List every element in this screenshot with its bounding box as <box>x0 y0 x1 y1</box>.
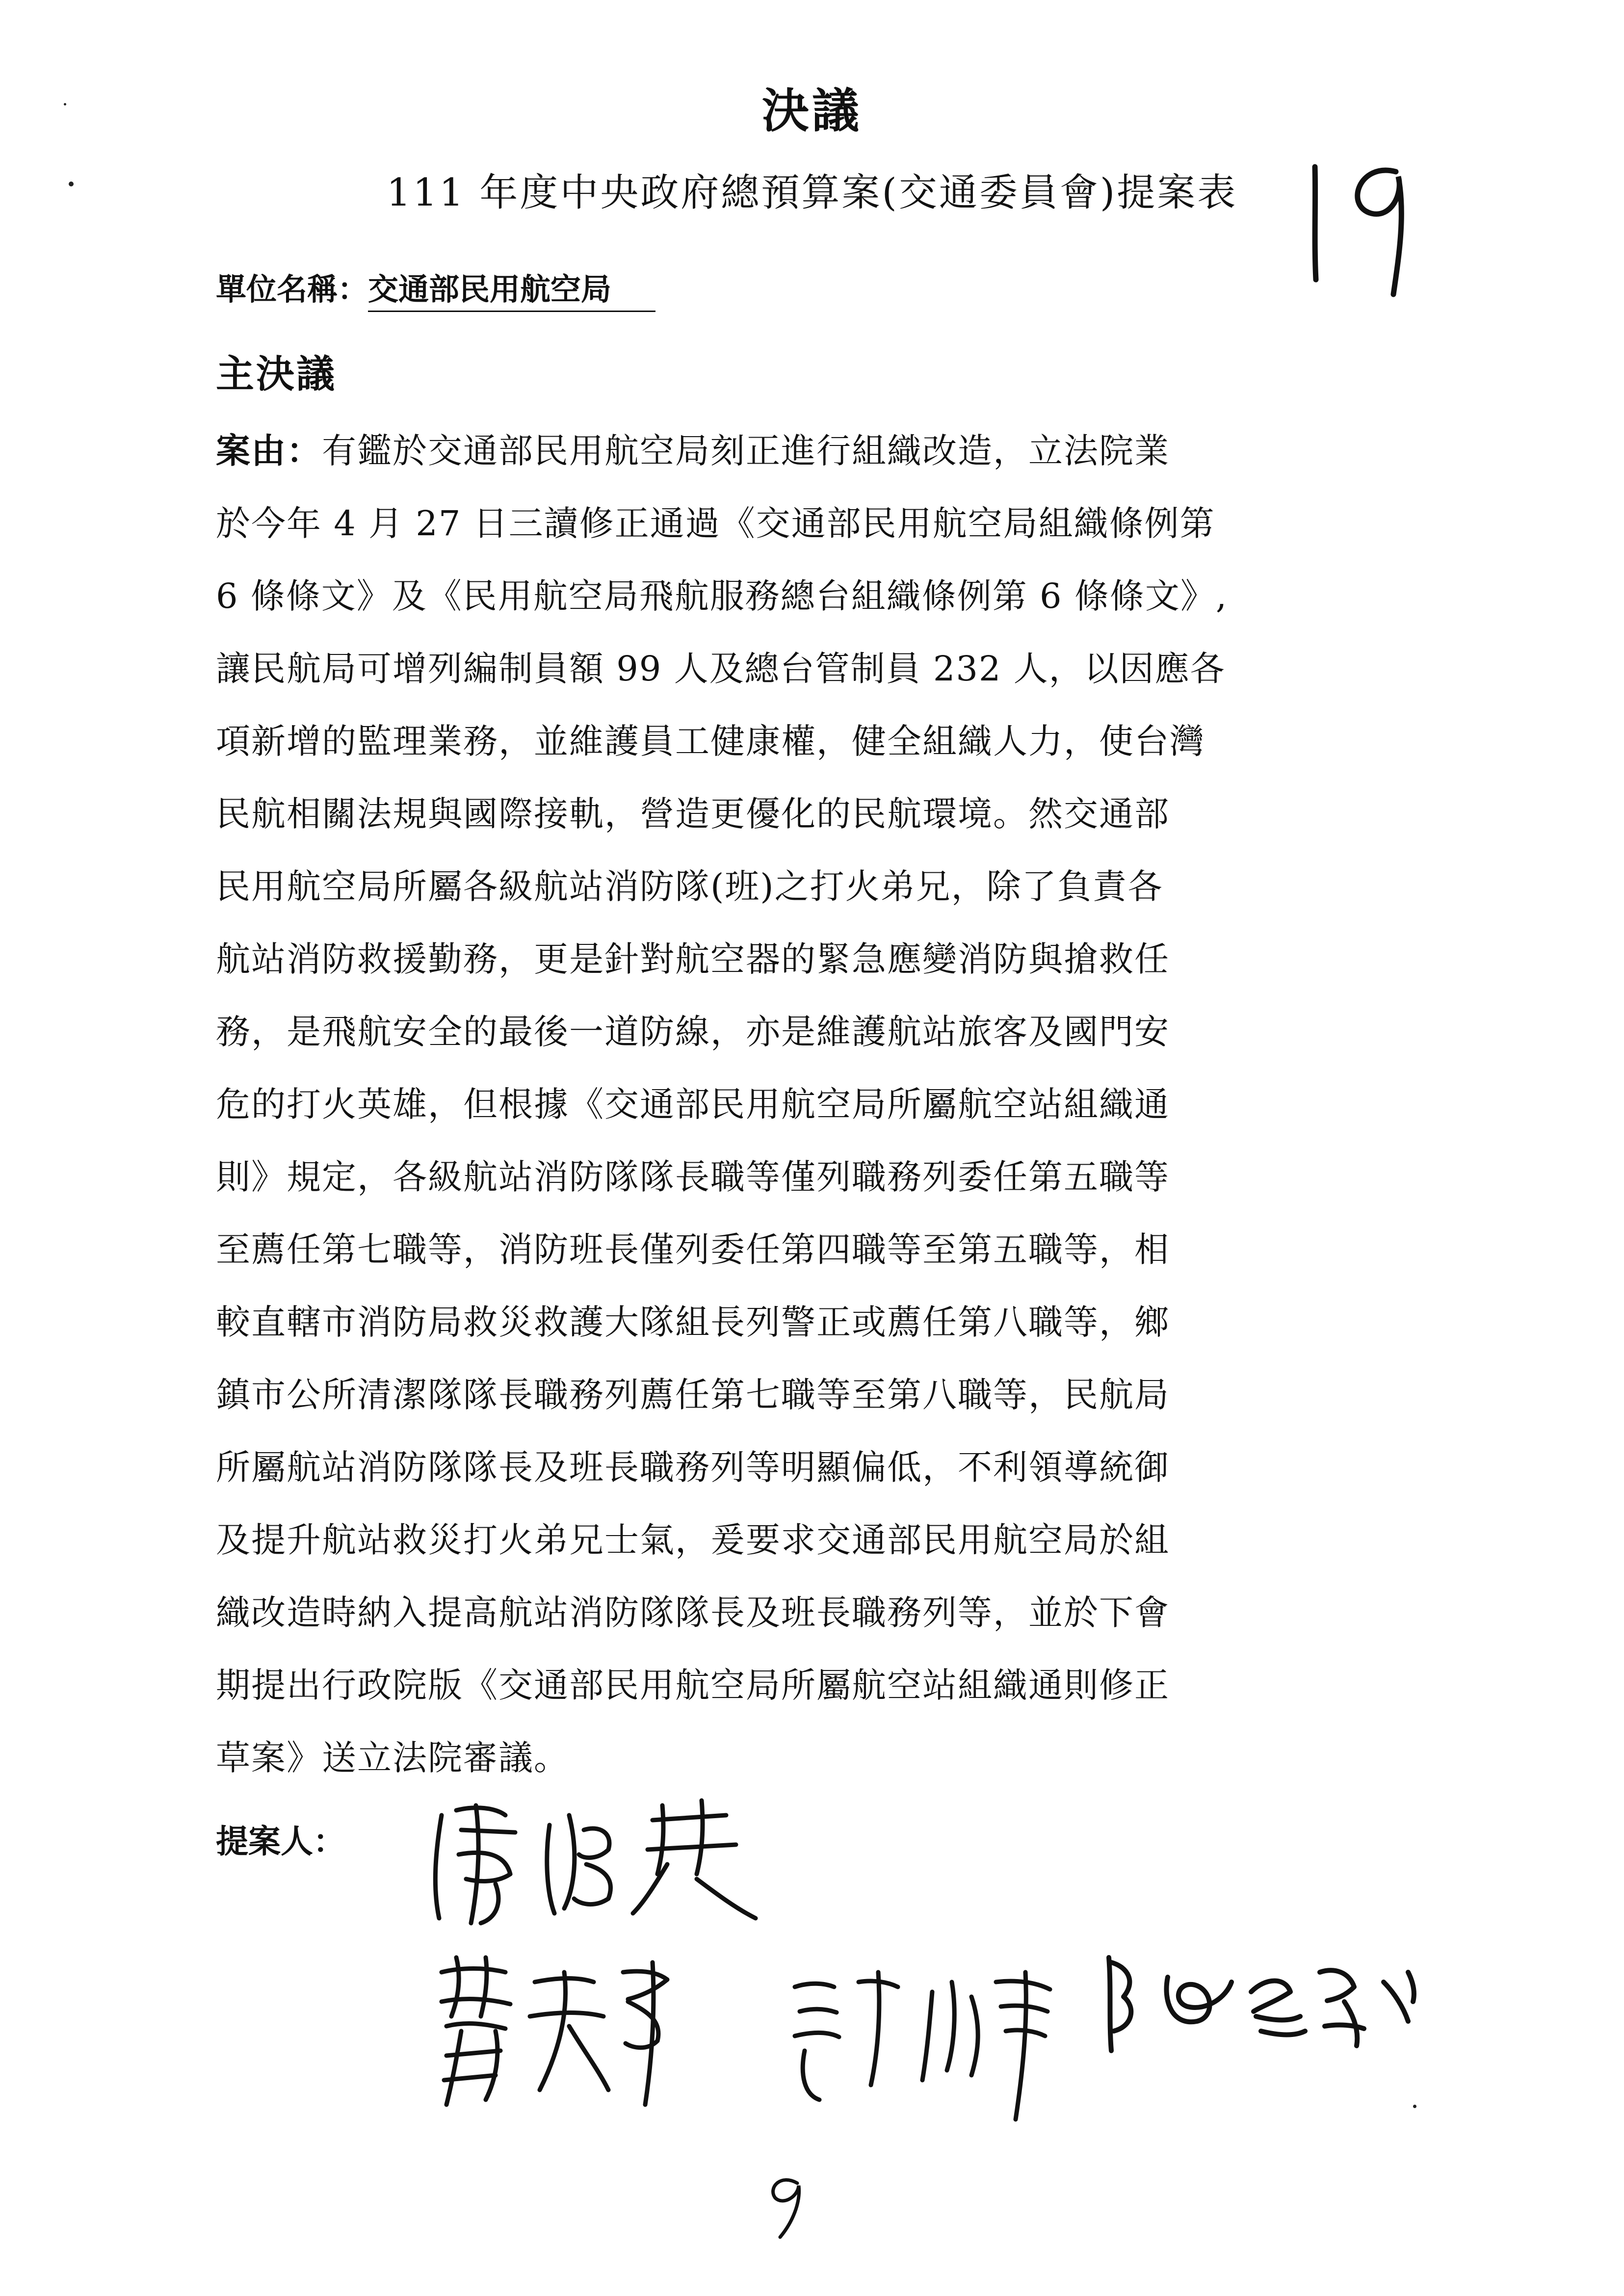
body-line-7: 民用航空局所屬各級航站消防隊(班)之打火弟兄，除了負責各 <box>216 866 1163 907</box>
unit-row <box>216 265 655 312</box>
body-line-3: 6 條條文》及《民用航空局飛航服務總台組織條例第 6 條條文》, <box>216 576 1228 616</box>
signature-4 <box>1089 1938 1433 2065</box>
body-line-11: 則》規定，各級航站消防隊隊長職等僅列職務列委任第五職等 <box>216 1157 1170 1197</box>
body-line-1: 案由：有鑑於交通部民用航空局刻正進行組織改造，立法院業 <box>216 431 1170 471</box>
body-line-4: 讓民航局可增列編制員額 99 人及總台管制員 232 人，以因應各 <box>216 649 1226 689</box>
reason-body <box>216 415 1428 1794</box>
handwritten-page-mark <box>756 2168 814 2242</box>
body-line-2: 於今年 4 月 27 日三讀修正通過《交通部民用航空局組織條例第 <box>216 503 1215 544</box>
handwritten-number-19 <box>1285 147 1442 304</box>
unit-label: 單位名稱： <box>216 271 368 307</box>
body-line-14: 鎮市公所清潔隊隊長職務列薦任第七職等至第八職等，民航局 <box>216 1375 1170 1415</box>
body-line-6: 民航相關法規與國際接軌，營造更優化的民航環境。然交通部 <box>216 794 1170 834</box>
resolution-heading: 決議 <box>762 83 862 138</box>
scan-speck <box>1413 2105 1416 2108</box>
body-line-8: 航站消防救援勤務，更是針對航空器的緊急應變消防與搶救任 <box>216 939 1170 979</box>
reason-label: 案由： <box>216 431 322 471</box>
signature-3 <box>775 1953 1070 2129</box>
form-title: 111 年度中央政府總預算案(交通委員會)提案表 <box>386 171 1238 215</box>
body-line-9: 務，是飛航安全的最後一道防線，亦是維護航站旅客及國門安 <box>216 1012 1170 1052</box>
body-line-16: 及提升航站救災打火弟兄士氣，爰要求交通部民用航空局於組 <box>216 1520 1170 1560</box>
body-line-13: 較直轄市消防局救災救護大隊組長列警正或薦任第八職等，鄉 <box>216 1302 1170 1342</box>
section-title: 主決議 <box>216 352 337 396</box>
unit-value: 交通部民用航空局 <box>368 265 655 312</box>
proposer-label: 提案人： <box>216 1823 345 1860</box>
body-line-5: 項新增的監理業務，並維護員工健康權，健全組織人力，使台灣 <box>216 721 1205 761</box>
scan-speck <box>69 182 74 186</box>
body-line-18: 期提出行政院版《交通部民用航空局所屬航空站組織通則修正 <box>216 1665 1170 1705</box>
body-line-12: 至薦任第七職等，消防班長僅列委任第四職等至第五職等，相 <box>216 1229 1170 1270</box>
scan-speck <box>64 103 66 105</box>
body-line-15: 所屬航站消防隊隊長及班長職務列等明顯偏低，不利領導統御 <box>216 1447 1170 1487</box>
body-line-10: 危的打火英雄，但根據《交通部民用航空局所屬航空站組織通 <box>216 1084 1170 1124</box>
body-line-19: 草案》送立法院審議。 <box>216 1738 569 1778</box>
signature-1 <box>422 1786 775 1933</box>
body-line-17: 織改造時納入提高航站消防隊隊長及班長職務列等，並於下會 <box>216 1592 1170 1633</box>
signature-2 <box>422 1943 697 2119</box>
